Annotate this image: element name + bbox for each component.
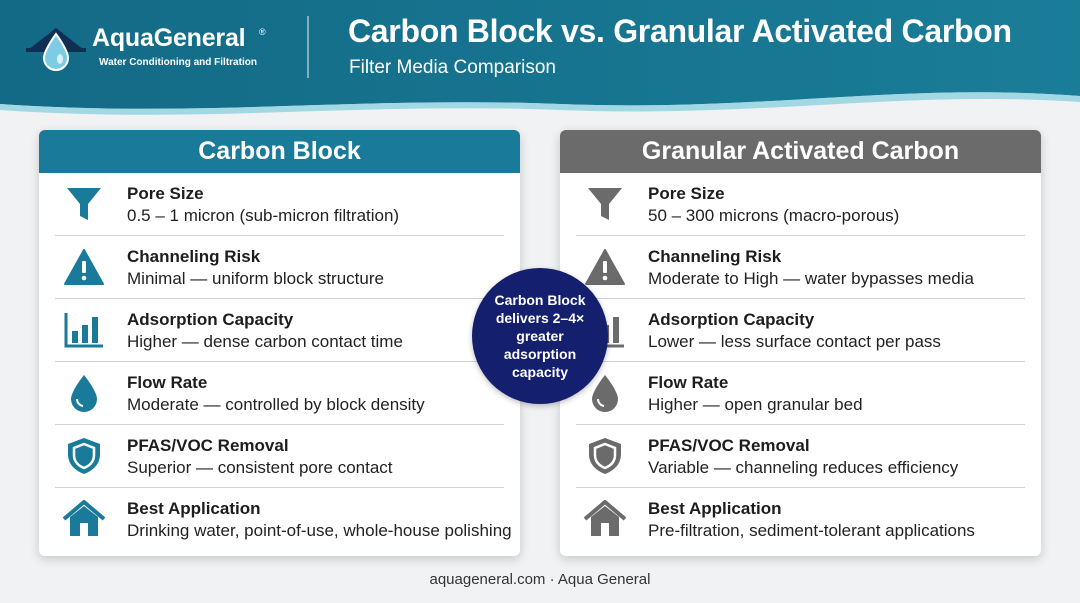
row-label: Adsorption Capacity [127, 310, 294, 329]
row-label: Flow Rate [127, 373, 208, 392]
row-value: Superior — consistent pore contact [127, 458, 393, 477]
row-value: 0.5 – 1 micron (sub-micron filtration) [127, 206, 400, 225]
carbon-block-row-best-application [39, 488, 520, 551]
carbon-block-row-adsorption-capacity [39, 299, 520, 362]
comparison-badge-text: Carbon Block delivers 2–4× greater adsorption capacity [494, 292, 586, 380]
gac-row-adsorption-capacity [560, 299, 1041, 362]
gac-row-best-application [560, 488, 1041, 551]
page-subtitle: Filter Media Comparison [349, 57, 556, 78]
gac-row-flow-rate [560, 362, 1041, 425]
funnel-icon [582, 183, 628, 225]
header-divider [307, 16, 309, 78]
warning-icon [61, 246, 107, 288]
row-label: Channeling Risk [648, 247, 782, 266]
row-value: Drinking water, point-of-use, whole-house polishing [127, 521, 512, 540]
house-icon [582, 498, 628, 540]
row-value: Minimal — uniform block structure [127, 269, 384, 288]
comparison-badge [472, 268, 608, 404]
house-icon [61, 498, 107, 540]
water-drop-icon [61, 372, 107, 414]
row-label: Best Application [648, 499, 782, 518]
warning-icon [582, 246, 628, 288]
carbon-block-row-pore-size [39, 173, 520, 236]
gac-row-pore-size [560, 173, 1041, 236]
brand-name: AquaGeneral [92, 24, 246, 52]
brand-registered-mark: ® [259, 27, 266, 37]
carbon-block-row-channeling-risk [39, 236, 520, 299]
row-label: PFAS/VOC Removal [648, 436, 810, 455]
carbon-block-card-title: Carbon Block [39, 130, 520, 173]
page-title: Carbon Block vs. Granular Activated Carbon [348, 13, 1012, 49]
gac-row-pfas-voc-removal [560, 425, 1041, 488]
carbon-block-row-pfas-voc-removal [39, 425, 520, 488]
row-value: Moderate — controlled by block density [127, 395, 425, 414]
funnel-icon [61, 183, 107, 225]
row-value: Higher — dense carbon contact time [127, 332, 403, 351]
logo-icon [24, 20, 88, 74]
carbon-block-card [39, 130, 520, 556]
bar-chart-icon [61, 309, 107, 351]
row-value: 50 – 300 microns (macro-porous) [648, 206, 900, 225]
header-banner [0, 0, 1080, 120]
row-value: Moderate to High — water bypasses media [648, 269, 974, 288]
row-label: PFAS/VOC Removal [127, 436, 289, 455]
carbon-block-row-flow-rate [39, 362, 520, 425]
row-label: Adsorption Capacity [648, 310, 815, 329]
gac-card [560, 130, 1041, 556]
row-label: Channeling Risk [127, 247, 261, 266]
row-label: Pore Size [127, 184, 204, 203]
brand-tagline: Water Conditioning and Filtration [99, 57, 257, 68]
row-value: Higher — open granular bed [648, 395, 863, 414]
footer-credit: aquageneral.com · Aqua General [429, 571, 651, 588]
row-value: Lower — less surface contact per pass [648, 332, 941, 351]
row-label: Flow Rate [648, 373, 729, 392]
row-label: Best Application [127, 499, 261, 518]
row-value: Pre-filtration, sediment-tolerant applications [648, 521, 975, 540]
shield-icon [61, 435, 107, 477]
row-value: Variable — channeling reduces efficiency [648, 458, 959, 477]
row-label: Pore Size [648, 184, 725, 203]
shield-icon [582, 435, 628, 477]
gac-row-channeling-risk [560, 236, 1041, 299]
gac-card-title: Granular Activated Carbon [560, 130, 1041, 173]
